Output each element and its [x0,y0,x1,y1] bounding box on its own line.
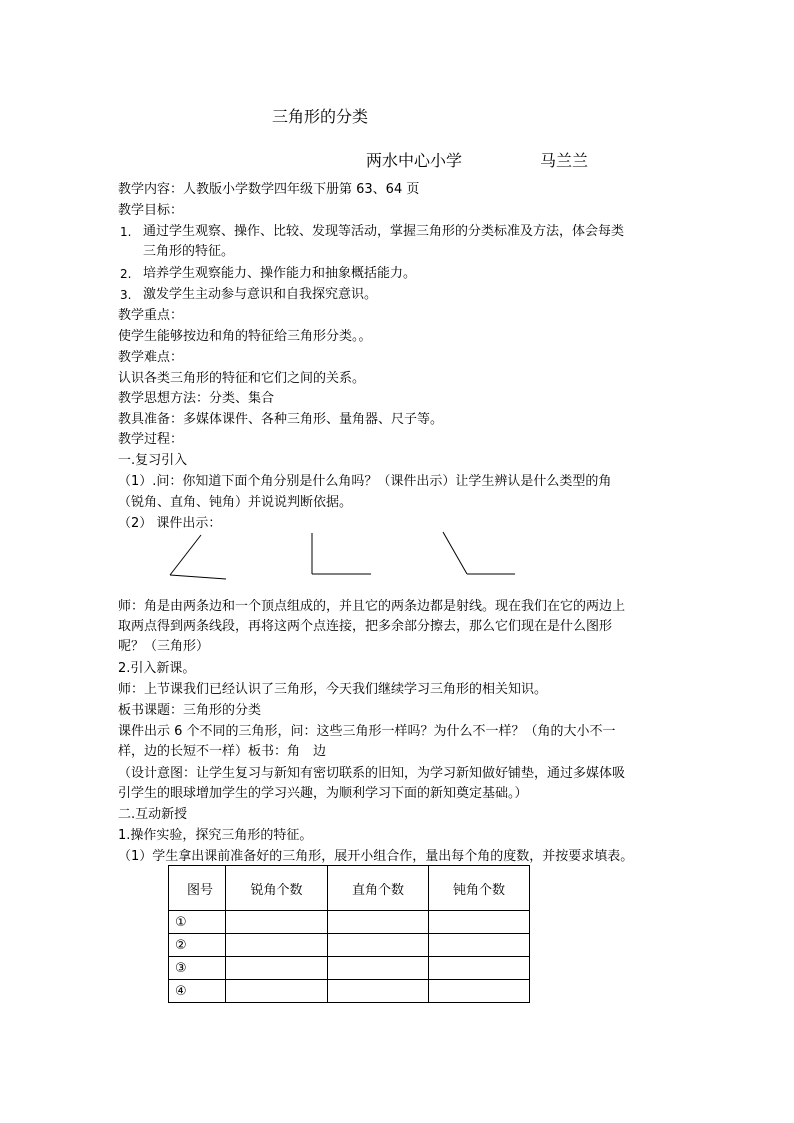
goal-number-3: 3. [120,288,132,302]
row-label: ② [169,934,226,957]
table-cell [226,980,328,1003]
table-row [169,980,530,1003]
table-cell [429,980,530,1003]
goal-1-line-2: 三角形的特征。 [143,244,235,259]
goals-heading: 教学目标： [118,203,184,218]
courseware-label: （2） 课件出示： [118,516,222,531]
table-header-row [169,866,530,911]
header-figure-number: 图号 [169,866,226,911]
table-row [169,957,530,980]
table-cell [226,934,328,957]
table-row [169,911,530,934]
goal-1-line-1: 通过学生观察、操作、比较、发现等活动，掌握三角形的分类标准及方法，体会每类 [143,224,625,239]
section-2-heading: 二.互动新授 [118,807,188,822]
courseware-show-line-1: 课件出示 6 个不同的三角形，问：这些三角形一样吗？为什么不一样？（角的大小不一 [118,724,616,739]
teacher-explain-line-2: 取两点得到两条线段，再将这两个点连接，把多余部分擦去，那么它们现在是什么图形 [118,619,613,634]
obtuse-angle-figure [443,532,515,574]
table-cell [328,957,429,980]
teacher-name: 马兰兰 [540,151,589,170]
key-heading: 教学重点： [118,308,184,323]
header-right-count: 直角个数 [328,866,429,911]
goal-3: 激发学生主动参与意识和自我探究意识。 [143,287,378,302]
header-obtuse-count: 钝角个数 [429,866,530,911]
table-row [169,934,530,957]
design-intent-line-1: （设计意图：让学生复习与新知有密切联系的旧知，为学习新知做好铺垫，通过多媒体吸 [118,766,626,781]
teaching-method: 教学思想方法：分类、集合 [118,391,275,406]
row-label: ③ [169,957,226,980]
teacher-intro: 师：上节课我们已经认识了三角形，今天我们继续学习三角形的相关知识。 [118,682,548,697]
document-title: 三角形的分类 [272,107,369,126]
table-cell [429,957,530,980]
difficulty-text: 认识各类三角形的特征和它们之间的关系。 [118,371,366,386]
difficulty-heading: 教学难点： [118,350,184,365]
key-text: 使学生能够按边和角的特征给三角形分类。。 [118,329,372,344]
goal-2: 培养学生观察能力、操作能力和抽象概括能力。 [143,266,417,281]
table-cell [328,911,429,934]
header-acute-count: 锐角个数 [226,866,328,911]
question-1-line-2: （锐角、直角、钝角）并说说判断依据。 [118,495,353,510]
teacher-explain-line-1: 师：角是由两条边和一个顶点组成的，并且它的两条边都是射线。现在我们在它的两边上 [118,599,626,614]
school-name: 两水中心小学 [366,151,463,170]
question-1-line-1: （1）.问：你知道下面个角分别是什么角吗？（课件出示）让学生辨认是什么类型的角 [118,474,612,489]
right-angle-figure [312,533,371,574]
goal-number-2: 2. [120,267,132,281]
teaching-content: 教学内容：人教版小学数学四年级下册第 63、64 页 [118,182,420,197]
table-cell [328,980,429,1003]
step-2-heading: 2.引入新课。 [118,661,196,676]
angle-count-table [168,865,530,1003]
goal-number-1: 1. [120,225,132,239]
design-intent-line-2: 引学生的眼球增加学生的学习兴趣，为顺利学习下面的新知奠定基础。） [118,786,528,801]
acute-angle-figure [170,535,226,579]
row-label: ① [169,911,226,934]
table-cell [328,934,429,957]
section-1-heading: 一.复习引入 [118,453,188,468]
table-cell [429,911,530,934]
board-title: 板书课题：三角形的分类 [118,703,262,718]
teaching-tools: 教具准备：多媒体课件、各种三角形、量角器、尺子等。 [118,412,444,427]
operation-step-1: （1）学生拿出课前准备好的三角形，展开小组合作，量出每个角的度数，并按要求填表。 [118,849,634,864]
row-label: ④ [169,980,226,1003]
table-cell [226,911,328,934]
process-heading: 教学过程： [118,432,184,447]
operation-heading: 1.操作实验，探究三角形的特征。 [118,828,313,843]
teacher-explain-line-3: 呢？（三角形） [118,639,210,654]
table-cell [429,934,530,957]
courseware-show-line-2: 样，边的长短不一样）板书：角 边 [118,744,327,759]
table-cell [226,957,328,980]
